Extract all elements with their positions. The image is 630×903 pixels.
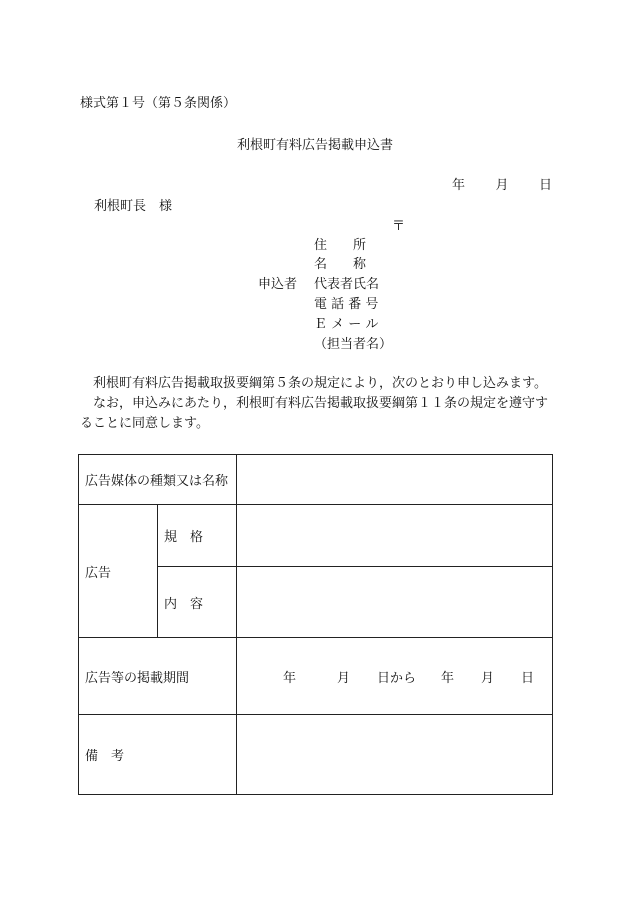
- applicant-label: 申込者: [258, 277, 298, 292]
- table-row: [79, 715, 553, 795]
- table-row: [79, 638, 553, 715]
- content-label: 内 容: [158, 567, 237, 638]
- ad-label: 広告: [79, 505, 158, 638]
- period-label: 広告等の掲載期間: [79, 638, 237, 715]
- field-email: Ｅ メ ー ル: [314, 317, 379, 332]
- field-contact-person: （担当者名）: [314, 337, 393, 352]
- period-end-month: 月: [481, 670, 495, 686]
- period-end-year: 年: [441, 670, 455, 686]
- addressee: 利根町長 様: [94, 199, 173, 214]
- application-table: [78, 454, 553, 795]
- field-name: 名 称: [314, 257, 367, 272]
- period-value-cell[interactable]: [237, 638, 553, 715]
- remarks-value-cell[interactable]: [237, 715, 553, 795]
- paragraph-1: 利根町有料広告掲載取扱要綱第５条の規定により，次のとおり申し込みます。: [93, 376, 547, 391]
- field-representative: 代表者氏名: [314, 277, 380, 292]
- postal-mark: 〒: [392, 219, 406, 234]
- document-title: 利根町有料広告掲載申込書: [236, 138, 393, 153]
- date-line: [452, 178, 552, 194]
- table-row: [79, 455, 553, 505]
- table-row: [79, 505, 553, 567]
- field-phone: 電 話 番 号: [314, 297, 379, 312]
- media-label: 広告媒体の種類又は名称: [79, 455, 237, 505]
- paragraph-2: なお，申込みにあたり，利根町有料広告掲載取扱要綱第１１条の規定を遵守することに同意します。: [80, 396, 549, 431]
- content-value-cell[interactable]: [237, 567, 553, 638]
- spec-value-cell[interactable]: [237, 505, 553, 567]
- date-month: 月: [495, 178, 509, 193]
- date-year: 年: [452, 178, 466, 193]
- remarks-label: 備 考: [79, 715, 237, 795]
- period-start-day: 日から: [377, 670, 417, 686]
- media-value-cell[interactable]: [237, 455, 553, 505]
- field-address: 住 所: [314, 238, 367, 253]
- body-text: [80, 374, 554, 434]
- form-number: 様式第１号（第５条関係）: [80, 96, 237, 111]
- date-day: 日: [538, 178, 552, 193]
- period-start-month: 月: [337, 670, 351, 686]
- period-end-day: 日: [521, 670, 535, 686]
- period-dates: [243, 667, 552, 686]
- spec-label: 規 格: [158, 505, 237, 567]
- period-start-year: 年: [283, 670, 297, 686]
